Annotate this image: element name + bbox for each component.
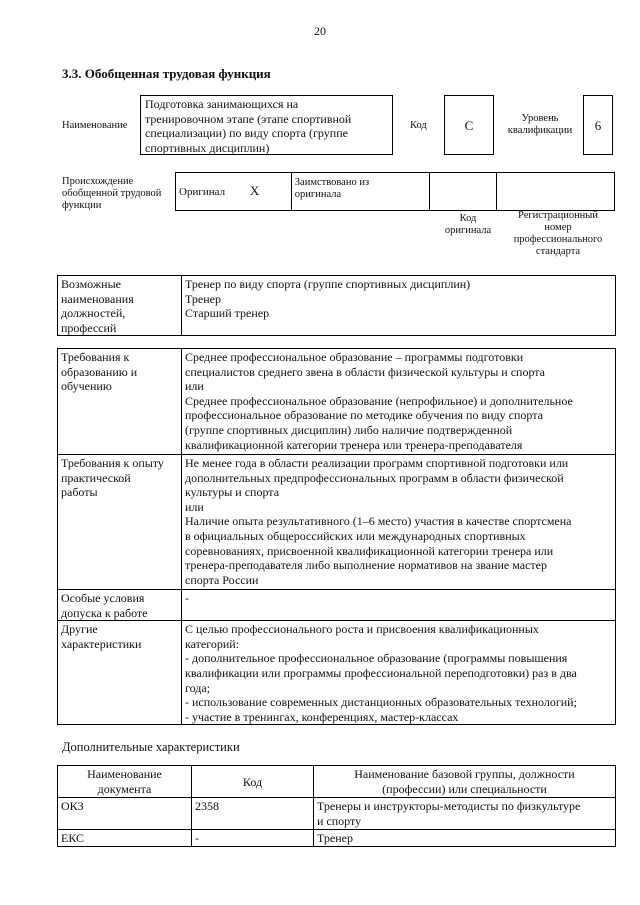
requirement-line: категорий:	[185, 636, 240, 651]
requirement-line: года;	[185, 680, 211, 695]
origin-table	[175, 172, 615, 211]
requirement-line: дополнительных предпрофессиональных программ в области физической	[185, 470, 564, 485]
row-name	[314, 830, 616, 847]
row-name-line: и спорту	[317, 813, 362, 828]
header-document	[58, 766, 192, 798]
requirement-label	[58, 590, 182, 621]
requirement-line: в официальных общероссийских или международных спортивных	[185, 528, 526, 543]
origin-borrowed-line: оригинала	[294, 189, 342, 200]
requirement-label	[58, 349, 182, 455]
requirement-label-line: работы	[61, 485, 98, 500]
origin-code-cell	[429, 173, 497, 211]
origin-label-line: функции	[62, 200, 102, 211]
row-code: 2358	[192, 798, 314, 830]
requirement-label-line: Особые условия	[61, 591, 145, 605]
row-doc: ОКЗ	[58, 798, 192, 830]
code-label: Код	[410, 120, 427, 131]
requirement-row-special	[58, 590, 616, 621]
origin-label-line: обобщенной трудовой	[62, 188, 162, 199]
origin-reg-caption-line: стандарта	[535, 246, 581, 257]
origin-label-line: Происхождение	[62, 176, 134, 187]
origin-reg-caption-line: номер	[544, 222, 572, 233]
name-value-line: специализации) по виду спорта (группе	[145, 126, 348, 141]
requirement-row-education	[58, 349, 616, 455]
name-label: Наименование	[62, 120, 128, 131]
origin-borrowed-cell	[291, 173, 429, 211]
header-code-line: Код	[242, 774, 263, 789]
requirement-value	[182, 590, 616, 621]
additional-title: Дополнительные характеристики	[62, 740, 240, 754]
requirement-line: Наличие опыта результативного (1–6 место) участия в качестве спортсмена	[185, 514, 572, 529]
requirement-label-line: Требования к опыту	[61, 456, 164, 470]
requirement-line: - использование современных дистанционных образовательных технологий;	[185, 695, 577, 710]
requirement-line: (группе спортивных дисциплин) либо наличие подтвержденной	[185, 422, 513, 437]
origin-reg-caption	[502, 210, 614, 258]
requirement-label-line: Требования к	[61, 350, 130, 364]
requirements-table	[57, 348, 616, 725]
origin-reg-caption-line: профессионального	[513, 234, 603, 245]
requirement-line: тренера-преподавателя либо выполнение нормативов на звание мастер	[185, 558, 547, 573]
position-item: Тренер по виду спорта (группе спортивных дисциплин)	[185, 277, 471, 291]
origin-reg-caption-line: Регистрационный	[518, 210, 598, 221]
code-value-box	[444, 95, 494, 155]
additional-table	[57, 765, 616, 847]
requirement-label-line: допуска к работе	[61, 605, 148, 620]
requirement-line: квалификационной категории тренера или тренера-преподавателя	[185, 437, 523, 452]
requirement-label-line: обучению	[61, 379, 112, 394]
name-value-line: Подготовка занимающихся на	[145, 97, 299, 111]
requirement-label-line: практической	[61, 470, 131, 485]
position-item: Тренер	[185, 291, 221, 306]
requirement-line: соревнованиях, присвоенной квалификационной категории тренера или	[185, 543, 554, 558]
name-value	[141, 96, 392, 156]
header-code	[192, 766, 314, 798]
positions-label-line: наименования	[61, 291, 134, 306]
origin-borrowed-line: Заимствовано из	[294, 177, 370, 188]
code-value: С	[464, 118, 474, 133]
requirement-label	[58, 621, 182, 725]
positions-label-line: должностей,	[61, 306, 126, 321]
requirement-line: квалификации или программы профессиональной переподготовки) раз в два	[185, 665, 577, 680]
header-group-line: Наименование базовой группы, должности	[354, 767, 575, 782]
positions-table	[57, 275, 616, 336]
header-group	[314, 766, 616, 798]
origin-original-mark: X	[249, 183, 260, 199]
section-title: 3.3. Обобщенная трудовая функция	[62, 66, 271, 81]
level-label-line: Уровень	[521, 113, 559, 124]
row-doc: ЕКС	[58, 830, 192, 847]
requirement-line: - дополнительное профессиональное образование (программы повышения	[185, 651, 568, 666]
level-label-line: квалификации	[507, 125, 573, 136]
requirement-line: профессиональное образование по методике обучения по виду спорта	[185, 408, 543, 423]
requirement-line: Не менее года в области реализации программ спортивной подготовки или	[185, 456, 569, 470]
origin-code-caption-line: оригинала	[444, 225, 492, 236]
table-row	[58, 798, 616, 830]
origin-reg-cell	[497, 173, 615, 211]
header-document-line: Наименование	[87, 767, 162, 782]
header-group-line: (профессии) или специальности	[382, 782, 547, 796]
header-document-line: документа	[97, 782, 152, 796]
origin-original-cell	[176, 173, 292, 211]
row-name-line: Тренер	[317, 831, 353, 845]
row-name	[314, 798, 616, 830]
positions-values	[182, 276, 616, 336]
positions-label-line: Возможные	[61, 277, 121, 291]
additional-header-row	[58, 766, 616, 798]
requirement-value	[182, 455, 616, 590]
page-number: 20	[314, 24, 326, 38]
positions-label	[58, 276, 182, 336]
requirement-row-other	[58, 621, 616, 725]
requirement-line: спорта России	[185, 572, 259, 587]
requirement-line: - участие в тренингах, конференциях, мастер-классах	[185, 709, 459, 724]
requirement-line: или	[185, 379, 204, 394]
table-row	[58, 830, 616, 847]
level-value: 6	[594, 118, 602, 133]
requirement-value	[182, 621, 616, 725]
requirement-label-line: образованию и	[61, 364, 138, 379]
row-code: -	[192, 830, 314, 847]
requirement-label	[58, 455, 182, 590]
level-label	[505, 113, 575, 137]
requirement-line: С целью профессионального роста и присвоения квалификационных	[185, 622, 539, 637]
requirement-line: специалистов среднего звена в области физической культуры и спорта	[185, 364, 545, 379]
position-item: Старший тренер	[185, 306, 270, 321]
positions-label-line: профессий	[61, 320, 117, 335]
requirement-line: культуры и спорта	[185, 485, 280, 500]
name-value-line: спортивных дисциплин)	[145, 140, 270, 155]
requirement-line: или	[185, 499, 204, 514]
requirement-value	[182, 349, 616, 455]
row-name-line: Тренеры и инструкторы-методисты по физкультуре	[317, 799, 581, 813]
requirement-line: Среднее профессиональное образование – программы подготовки	[185, 350, 524, 364]
level-value-box	[583, 95, 613, 155]
origin-code-caption-line: Код	[459, 213, 477, 224]
origin-code-caption	[434, 213, 502, 237]
name-value-line: тренировочном этапе (этапе спортивной	[145, 111, 352, 126]
requirement-line: -	[185, 591, 189, 605]
name-value-box	[140, 95, 393, 155]
requirement-row-experience	[58, 455, 616, 590]
origin-original-label: Оригинал	[179, 186, 226, 199]
origin-label	[62, 176, 161, 212]
requirement-label-line: характеристики	[61, 636, 142, 651]
requirement-line: Среднее профессиональное образование (непрофильное) и дополнительное	[185, 393, 573, 408]
requirement-label-line: Другие	[61, 622, 98, 637]
